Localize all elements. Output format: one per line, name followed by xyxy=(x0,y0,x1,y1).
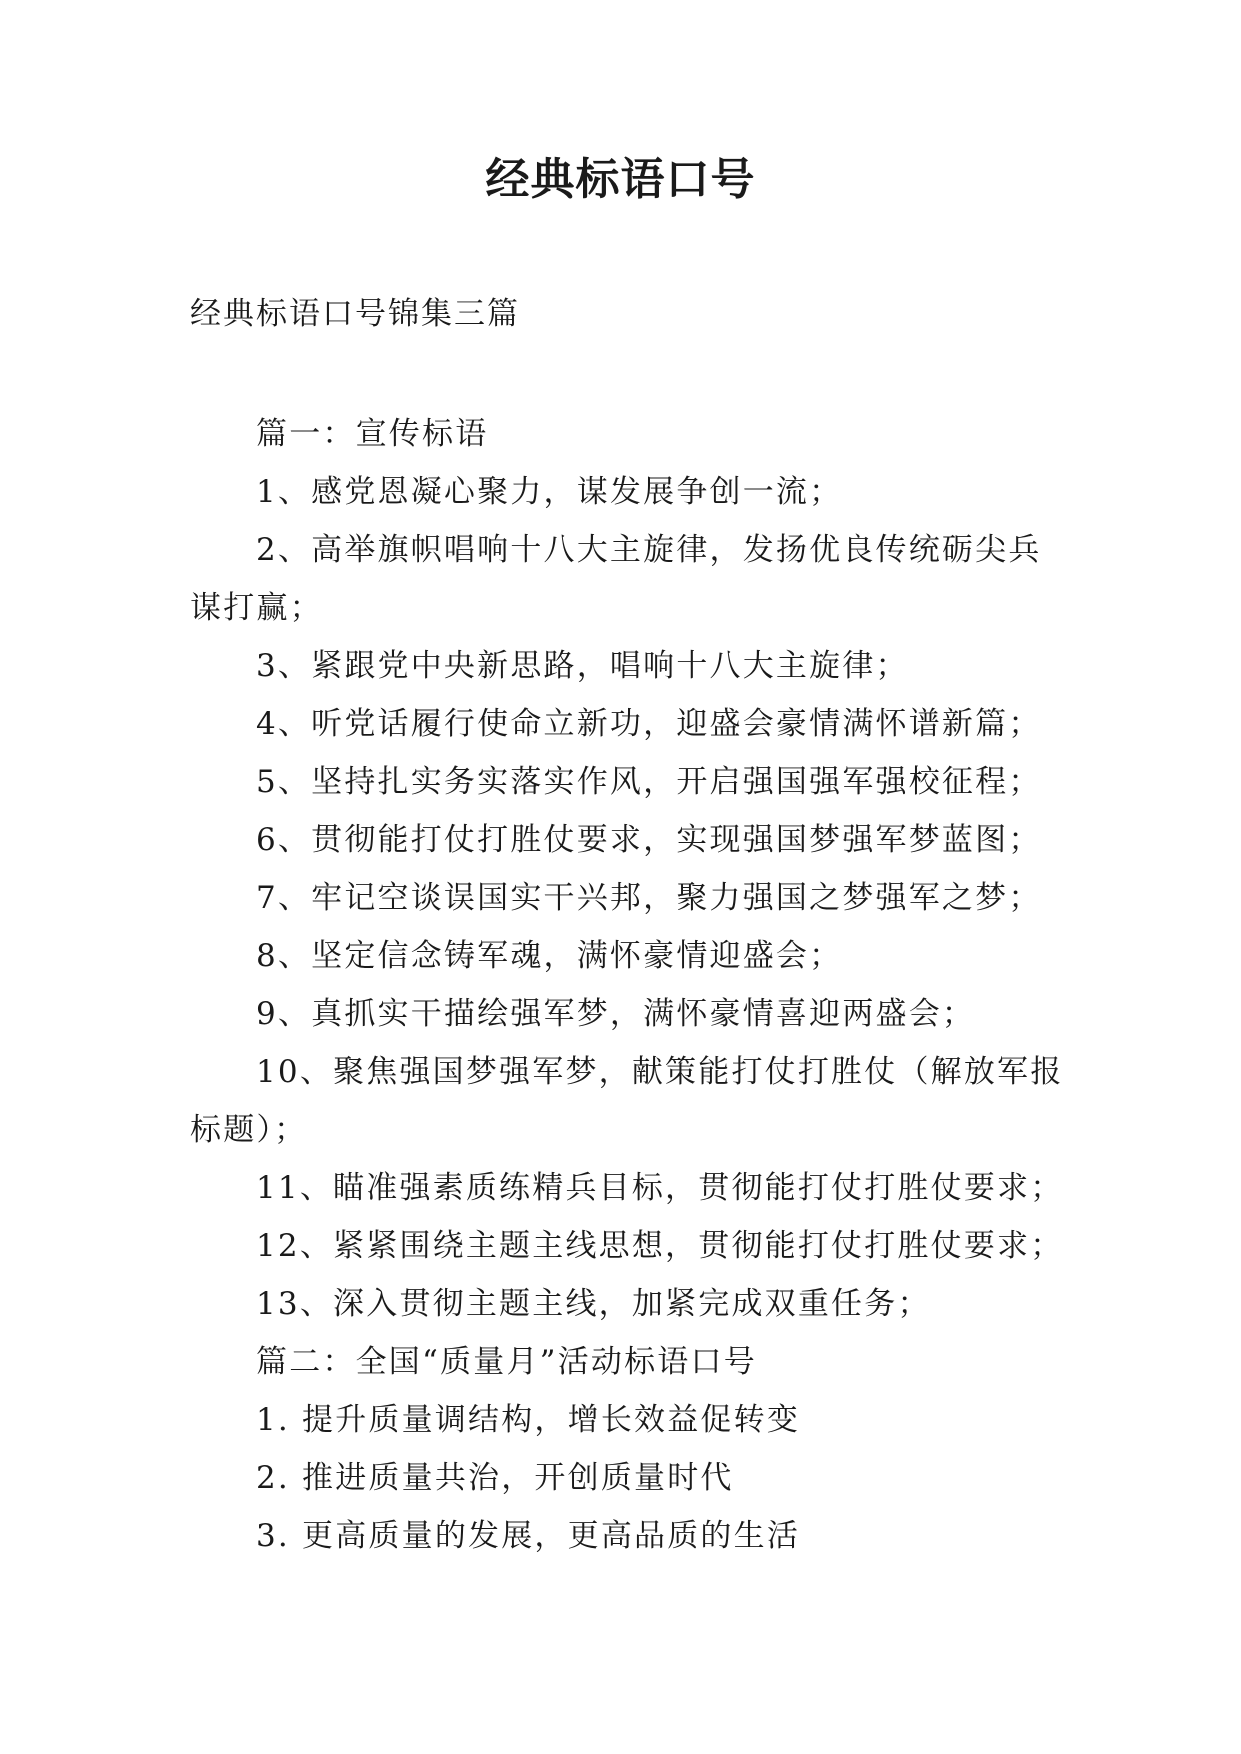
slogan-item: 1、感党恩凝心聚力，谋发展争创一流； xyxy=(256,474,843,510)
slogan-item: 7、牢记空谈误国实干兴邦，聚力强国之梦强军之梦； xyxy=(256,880,1042,916)
slogan-item: 12、紧紧围绕主题主线思想，贯彻能打仗打胜仗要求； xyxy=(256,1228,1064,1264)
slogan-item: 9、真抓实干描绘强军梦，满怀豪情喜迎两盛会； xyxy=(256,996,976,1032)
section-heading-1: 篇一：宣传标语 xyxy=(256,416,489,452)
slogan-item: 5、坚持扎实务实落实作风，开启强国强军强校征程； xyxy=(256,764,1042,800)
slogan-item: 3. 更高质量的发展，更高品质的生活 xyxy=(256,1518,801,1554)
slogan-item: 8、坚定信念铸军魂，满怀豪情迎盛会； xyxy=(256,938,843,974)
document-subtitle: 经典标语口号锦集三篇 xyxy=(190,296,520,332)
document-body xyxy=(190,405,1070,1565)
slogan-item: 2、高举旗帜唱响十八大主旋律，发扬优良传统砺尖兵谋打赢； xyxy=(190,532,1042,626)
slogan-item: 13、深入贯彻主题主线，加紧完成双重任务； xyxy=(256,1286,931,1322)
slogan-item: 4、听党话履行使命立新功，迎盛会豪情满怀谱新篇； xyxy=(256,706,1042,742)
slogan-item: 10、聚焦强国梦强军梦，献策能打仗打胜仗（解放军报标题）； xyxy=(190,1054,1064,1148)
slogan-item: 3、紧跟党中央新思路，唱响十八大主旋律； xyxy=(256,648,909,684)
slogan-item: 6、贯彻能打仗打胜仗要求，实现强国梦强军梦蓝图； xyxy=(256,822,1042,858)
slogan-item: 11、瞄准强素质练精兵目标，贯彻能打仗打胜仗要求； xyxy=(256,1170,1064,1206)
section-heading-2: 篇二：全国“质量月”活动标语口号 xyxy=(256,1344,757,1380)
document-title: 经典标语口号 xyxy=(485,154,756,205)
slogan-item: 2. 推进质量共治，开创质量时代 xyxy=(256,1460,734,1496)
slogan-item: 1. 提升质量调结构，增长效益促转变 xyxy=(256,1402,801,1438)
